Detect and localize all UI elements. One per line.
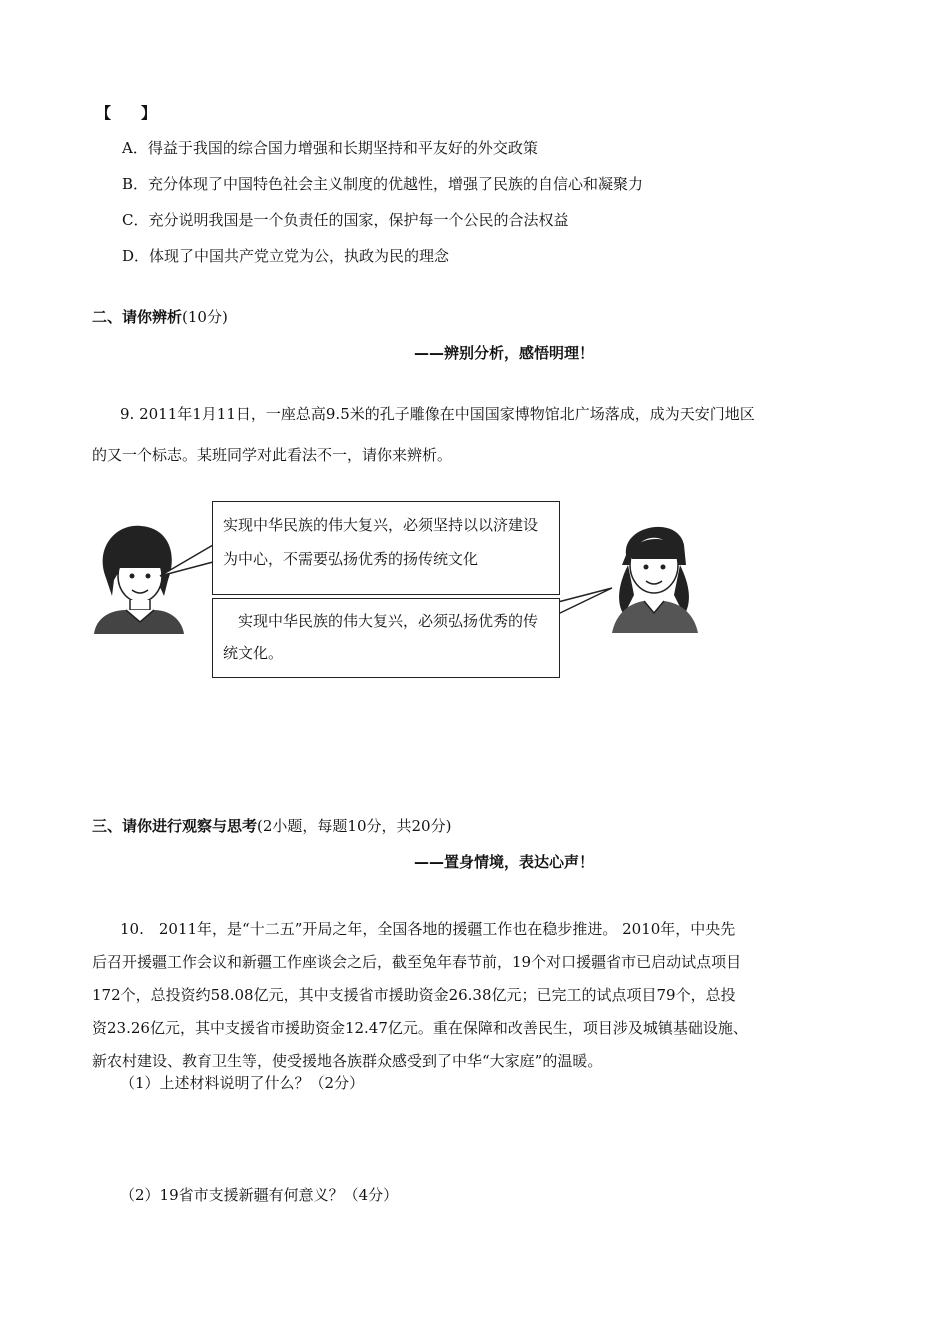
option-a: A．得益于我国的综合国力增强和长期坚持和平友好的外交政策: [122, 139, 538, 157]
section2-motto: ——辨别分析，感悟明理！: [414, 344, 595, 362]
speech-bubble-right: 实现中华民族的伟大复兴，必须弘扬优秀的传统文化。: [212, 598, 560, 678]
section2-score: (10分): [182, 308, 228, 326]
q10-line3: 172个，总投资约58.08亿元，其中支援省市援助资金26.38亿元；已完工的试点项目79个，总投: [92, 986, 736, 1004]
q10-line4: 资23.26亿元，其中支援省市援助资金12.47亿元。重在保障和改善民生，项目涉及城镇基础设施、: [92, 1019, 748, 1037]
answer-bracket: 【 】: [96, 104, 157, 122]
q9-line2: 的又一个标志。某班同学对此看法不一，请你来辨析。: [92, 446, 453, 464]
section2-title: 二、请你辨析: [92, 308, 183, 326]
option-d: D．体现了中国共产党立党为公，执政为民的理念: [122, 247, 450, 265]
q10-line2: 后召开援疆工作会议和新疆工作座谈会之后，截至兔年春节前，19个对口援疆省市已启动试点项目: [92, 953, 742, 971]
q10-sub1: （1）上述材料说明了什么？（2分）: [120, 1074, 365, 1092]
section3-title: 三、请你进行观察与思考: [92, 817, 258, 835]
speech-bubble-left: 实现中华民族的伟大复兴，必须坚持以以济建设为中心，不需要弘扬优秀的扬传统文化: [212, 501, 560, 595]
q10-line1: 10. 2011年，是“十二五”开局之年，全国各地的援疆工作也在稳步推进。 2010年，中央先: [120, 920, 736, 938]
section3-score: (2小题，每题10分，共20分): [257, 817, 452, 835]
q10-line5: 新农村建设、教育卫生等，使受援地各族群众感受到了中华“大家庭”的温暖。: [92, 1052, 603, 1070]
q10-sub2: （2）19省市支援新疆有何意义？（4分）: [120, 1186, 399, 1204]
section3-heading: [92, 816, 451, 836]
option-b: B．充分体现了中国特色社会主义制度的优越性，增强了民族的自信心和凝聚力: [122, 175, 644, 193]
option-c: C．充分说明我国是一个负责任的国家，保护每一个公民的合法权益: [122, 211, 569, 229]
q9-line1: 9. 2011年1月11日，一座总高9.5米的孔子雕像在中国国家博物馆北广场落成，成为天安门地区: [120, 405, 755, 423]
section3-motto: ——置身情境，表达心声！: [414, 853, 595, 871]
